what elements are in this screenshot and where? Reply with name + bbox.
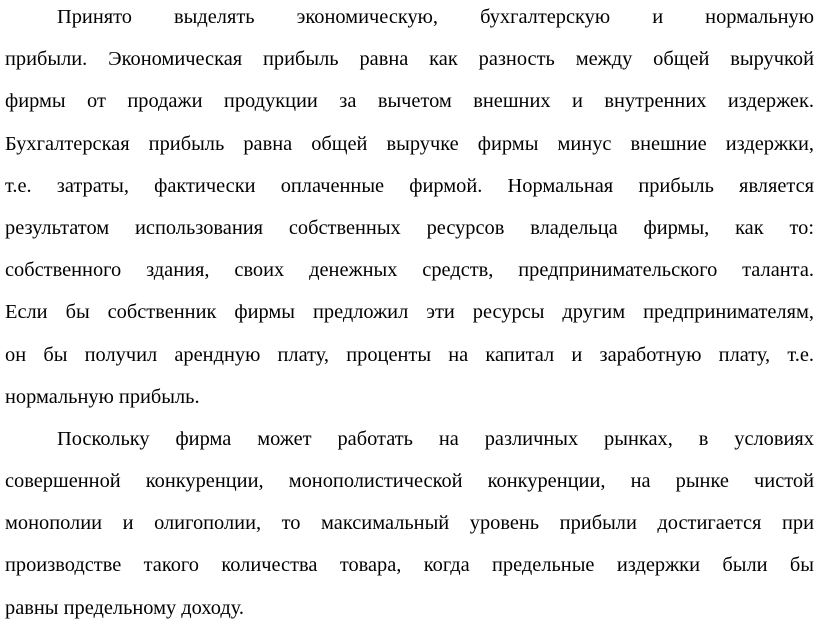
text-line: Если бы собственник фирмы предложил эти ресурсы другим предпринимателям,	[5, 301, 814, 324]
text-line: результатом использования собственных ресурсов владельца фирмы, как то:	[5, 216, 814, 239]
text-line: Поскольку фирма может работать на различных рынках, в условиях	[57, 427, 814, 450]
text-line: прибыли. Экономическая прибыль равна как разность между общей выручкой	[5, 48, 814, 71]
text-line: производстве такого количества товара, когда предельные издержки были бы	[5, 554, 814, 577]
text-line: монополии и олигополии, то максимальный уровень прибыли достигается при	[5, 512, 814, 535]
text-line: фирмы от продажи продукции за вычетом внешних и внутренних издержек.	[5, 90, 814, 113]
paragraph-max-profit	[5, 418, 814, 629]
text-line: нормальную прибыль.	[5, 385, 200, 408]
text-line: т.е. затраты, фактически оплаченные фирмой. Нормальная прибыль является	[5, 174, 814, 197]
text-line: Бухгалтерская прибыль равна общей выручке фирмы минус внешние издержки,	[5, 132, 814, 155]
text-line: Принято выделять экономическую, бухгалтерскую и нормальную	[57, 6, 814, 28]
text-line: он бы получил арендную плату, проценты на капитал и заработную плату, т.е.	[5, 343, 814, 366]
text-line: равны предельному доходу.	[5, 596, 245, 619]
paragraph-profit-types	[5, 0, 814, 418]
text-line: собственного здания, своих денежных средств, предпринимательского таланта.	[5, 259, 814, 282]
text-line: совершенной конкуренции, монополистической конкуренции, на рынке чистой	[5, 470, 814, 493]
